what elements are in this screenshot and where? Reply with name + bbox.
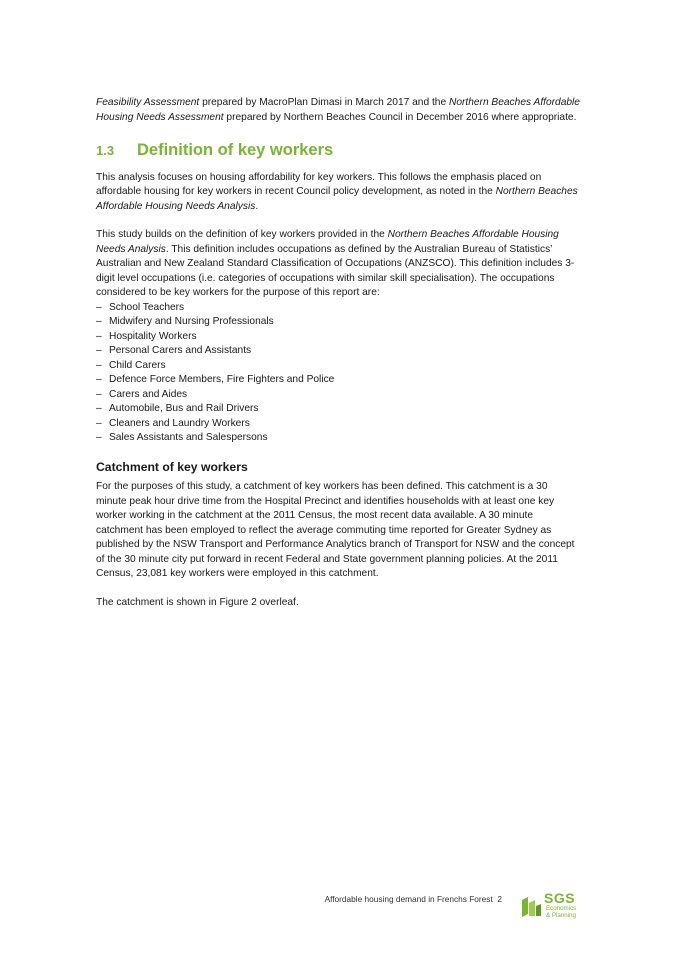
list-item [96, 417, 580, 432]
dash-bullet: – [96, 345, 102, 356]
para2-body: . This definition includes occupations as defined by the Australian Bureau of Statistics’ Australian and New Zealand Standard Classification of Occupations (ANZSCO). This definition includes 3-digit level occupations (i.e. categories of occupations with similar skill specialisation). The occupations considered to be key workers for the purpose of this report are: [96, 243, 575, 298]
list-item-label: Personal Carers and Assistants [109, 345, 252, 356]
footer-text [325, 894, 502, 904]
section-title: Definition of key workers [137, 141, 334, 159]
key-workers-list [96, 301, 580, 446]
page-footer [320, 888, 590, 924]
intro-ref-1: Feasibility Assessment [96, 97, 200, 108]
page-content [96, 96, 580, 624]
sgs-logo [520, 890, 590, 922]
para1-ref: Northern Beaches Affordable Housing Needs Analysis [96, 186, 578, 212]
catchment-paragraph: For the purposes of this study, a catchment of key workers has been defined. This catchment is a 30 minute peak hour drive time from the Hospital Precinct and identifies households with at least one key worker working in the catchment at the 2011 Census, the most recent data available. A 30 minute catchment has been employed to reflect the average commuting time reported for Greater Sydney as published by the NSW Transport and Performance Analytics branch of Transport for NSW and the concept of the 30 minute city put forward in recent Federal and State government planning policies. At the 2011 Census, 23,081 key workers were employed in this catchment. [96, 481, 575, 579]
dash-bullet: – [96, 374, 102, 385]
logo-subtitle [546, 906, 576, 920]
dash-bullet: – [96, 316, 102, 327]
list-item [96, 344, 580, 359]
section-heading [96, 143, 580, 159]
list-item [96, 431, 580, 446]
dash-bullet: – [96, 432, 102, 443]
intro-ref-2: Northern Beaches Affordable Housing Needs Assessment [96, 97, 580, 123]
list-item-label: Hospitality Workers [109, 330, 197, 342]
para1-text: This analysis focuses on housing affordability for key workers. This follows the emphasis placed on affordable housing for key workers in recent Council policy development, as noted in the [96, 171, 542, 197]
list-item [96, 373, 580, 388]
sgs-logo-mark-icon [520, 894, 542, 918]
list-item-label: Midwifery and Nursing Professionals [109, 316, 274, 327]
dash-bullet: – [96, 330, 102, 342]
list-item [96, 330, 580, 345]
list-item-label: Carers and Aides [109, 388, 188, 400]
dash-bullet: – [96, 301, 102, 313]
paragraph-definition [96, 228, 580, 301]
page-number: 2 [497, 894, 502, 904]
logo-sub-line-2: & Planning [546, 911, 576, 919]
paragraph-focus [96, 171, 580, 215]
dash-bullet: – [96, 388, 102, 400]
list-item [96, 301, 580, 316]
list-item [96, 315, 580, 330]
list-item-label: Sales Assistants and Salespersons [109, 432, 268, 443]
footer-doc-title: Affordable housing demand in Frenchs Forest [324, 894, 493, 904]
list-item-label: School Teachers [109, 301, 185, 313]
dash-bullet: – [96, 417, 102, 429]
list-item [96, 402, 580, 417]
dash-bullet: – [96, 403, 102, 414]
list-item [96, 359, 580, 374]
list-item-label: Child Carers [109, 359, 166, 371]
para1-end: . [255, 200, 259, 212]
list-item [96, 388, 580, 403]
dash-bullet: – [96, 359, 102, 371]
list-item-label: Automobile, Bus and Rail Drivers [109, 403, 259, 414]
intro-text-2: prepared by Northern Beaches Council in December 2016 where appropriate. [223, 111, 577, 123]
para2-ref: Northern Beaches Affordable Housing Needs Analysis [96, 229, 559, 255]
section-number: 1.3 [96, 143, 115, 158]
intro-text-1: prepared by MacroPlan Dimasi in March 2017 and the [199, 97, 449, 108]
list-item-label: Cleaners and Laundry Workers [109, 417, 250, 429]
para2-text: This study builds on the definition of key workers provided in the [96, 229, 388, 240]
list-item-label: Defence Force Members, Fire Fighters and Police [109, 374, 335, 385]
logo-wordmark: SGS [544, 890, 576, 906]
catchment-heading: Catchment of key workers [96, 459, 248, 474]
catchment-closing: The catchment is shown in Figure 2 overleaf. [96, 596, 299, 608]
logo-sub-line-1: Economics [546, 905, 577, 912]
intro-paragraph [96, 96, 580, 125]
